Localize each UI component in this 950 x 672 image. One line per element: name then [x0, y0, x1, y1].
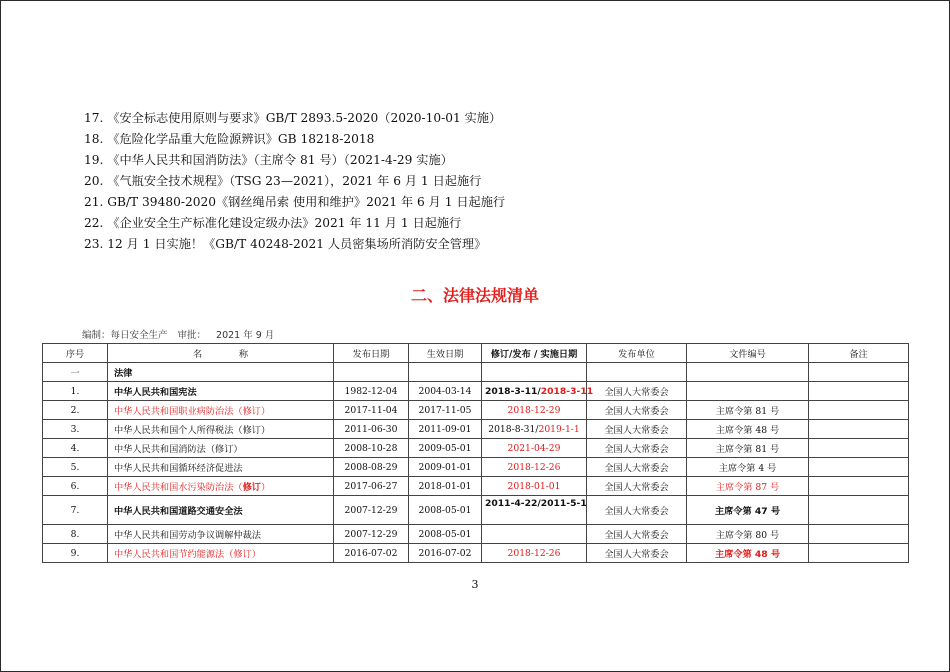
row-publish: 2008-08-29: [334, 458, 409, 477]
row-doc: 主席令第 80 号: [687, 525, 809, 544]
row-revised: [482, 525, 587, 544]
row-seq: 8.: [43, 525, 108, 544]
header-effective: 生效日期: [409, 344, 482, 363]
row-unit: 全国人大常委会: [587, 525, 687, 544]
row-revised: 2018-12-26: [482, 458, 587, 477]
row-publish: 2011-06-30: [334, 420, 409, 439]
row-publish: 2017-11-04: [334, 401, 409, 420]
row-revised: 2018-01-01: [482, 477, 587, 496]
row-unit: 全国人大常委会: [587, 477, 687, 496]
list-item: 18. 《危险化学品重大危险源辨识》GB 18218-2018: [84, 132, 375, 146]
header-doc: 文件编号: [687, 344, 809, 363]
row-note: [809, 420, 909, 439]
row-effective: 2009-01-01: [409, 458, 482, 477]
row-note: [809, 496, 909, 525]
list-item: 21. GB/T 39480-2020《钢丝绳吊索 使用和维护》2021 年 6 月 1 日起施行: [84, 195, 506, 209]
row-note: [809, 401, 909, 420]
header-note: 备注: [809, 344, 909, 363]
row-publish: 1982-12-04: [334, 382, 409, 401]
header-unit: 发布单位: [587, 344, 687, 363]
row-seq: 4.: [43, 439, 108, 458]
row-note: [809, 525, 909, 544]
standards-list: [84, 108, 505, 255]
row-doc: 主席令第 48 号: [687, 420, 809, 439]
section-title: 二、法律法规清单: [410, 286, 539, 305]
list-item: 19. 《中华人民共和国消防法》（主席令 81 号）（2021-4-29 实施）: [84, 153, 453, 167]
document-meta: [82, 327, 284, 341]
row-doc: 主席令第 4 号: [687, 458, 809, 477]
header-revised: 修订/发布 / 实施日期: [482, 344, 587, 363]
row-name: 中华人民共和国节约能源法（修订）: [108, 544, 334, 563]
review-label: 审批：: [177, 330, 207, 341]
list-item: 20. 《气瓶安全技术规程》（TSG 23—2021），2021 年 6 月 1 日起施行: [84, 174, 482, 188]
table-row: [43, 382, 909, 401]
row-name: 中华人民共和国道路交通安全法: [108, 496, 334, 525]
row-doc: 主席令第 47 号: [687, 496, 809, 525]
row-effective: 2008-05-01: [409, 496, 482, 525]
row-publish: 2007-12-29: [334, 525, 409, 544]
row-name: 中华人民共和国循环经济促进法: [108, 458, 334, 477]
header-seq: 序号: [43, 344, 108, 363]
header-name: 名 称: [108, 344, 334, 363]
header-publish: 发布日期: [334, 344, 409, 363]
row-seq: 2.: [43, 401, 108, 420]
row-effective: 2016-07-02: [409, 544, 482, 563]
row-note: [809, 458, 909, 477]
row-publish: 2008-10-28: [334, 439, 409, 458]
row-unit: 全国人大常委会: [587, 401, 687, 420]
row-seq: 3.: [43, 420, 108, 439]
table-row: [43, 458, 909, 477]
table-row: [43, 439, 909, 458]
row-unit: 全国人大常委会: [587, 544, 687, 563]
row-note: [809, 544, 909, 563]
editor-label: 编制：每日安全生产: [82, 330, 168, 341]
row-name: 中华人民共和国宪法: [108, 382, 334, 401]
group-name: 法律: [108, 363, 334, 382]
row-unit: 全国人大常委会: [587, 496, 687, 525]
row-effective: 2018-01-01: [409, 477, 482, 496]
table-header-row: [43, 344, 909, 363]
table-group-row: [43, 363, 909, 382]
row-effective: 2017-11-05: [409, 401, 482, 420]
row-doc: 主席令第 87 号: [687, 477, 809, 496]
row-seq: 7.: [43, 496, 108, 525]
row-seq: 5.: [43, 458, 108, 477]
row-seq: 9.: [43, 544, 108, 563]
row-doc: 主席令第 81 号: [687, 401, 809, 420]
row-note: [809, 439, 909, 458]
row-name: 中华人民共和国劳动争议调解仲裁法: [108, 525, 334, 544]
row-note: [809, 382, 909, 401]
list-item: 23. 12 月 1 日实施！《GB/T 40248-2021 人员密集场所消防安全管理》: [84, 237, 487, 251]
row-unit: 全国人大常委会: [587, 458, 687, 477]
table-row: [43, 477, 909, 496]
row-publish: 2017-06-27: [334, 477, 409, 496]
row-revised: 2018-12-29: [482, 401, 587, 420]
date-label: 2021 年 9 月: [216, 330, 275, 341]
table-row: [43, 401, 909, 420]
row-revised: 2018-8-31/2019-1-1: [482, 420, 587, 439]
table-row: [43, 496, 909, 525]
row-note: [809, 477, 909, 496]
row-unit: 全国人大常委会: [587, 439, 687, 458]
row-effective: 2008-05-01: [409, 525, 482, 544]
laws-table: [42, 343, 909, 563]
row-name: 中华人民共和国职业病防治法（修订）: [108, 401, 334, 420]
table-row: [43, 420, 909, 439]
row-effective: 2009-05-01: [409, 439, 482, 458]
row-revised: 2018-3-11/2018-3-11: [482, 382, 587, 401]
row-unit: 全国人大常委会: [587, 420, 687, 439]
row-revised: 2018-12-26: [482, 544, 587, 563]
row-unit: 全国人大常委会: [587, 382, 687, 401]
row-doc: 主席令第 48 号: [687, 544, 809, 563]
row-name: 中华人民共和国水污染防治法（修订）: [108, 477, 334, 496]
row-name: 中华人民共和国消防法（修订）: [108, 439, 334, 458]
row-doc: 主席令第 81 号: [687, 439, 809, 458]
row-seq: 6.: [43, 477, 108, 496]
row-name: 中华人民共和国个人所得税法（修订）: [108, 420, 334, 439]
row-publish: 2016-07-02: [334, 544, 409, 563]
table-row: [43, 544, 909, 563]
group-seq: 一: [43, 363, 108, 382]
row-effective: 2004-03-14: [409, 382, 482, 401]
row-seq: 1.: [43, 382, 108, 401]
list-item: 22. 《企业安全生产标准化建设定级办法》2021 年 11 月 1 日起施行: [84, 216, 462, 230]
row-doc: [687, 382, 809, 401]
list-item: 17. 《安全标志使用原则与要求》GB/T 2893.5-2020（2020-10-01 实施）: [84, 111, 502, 125]
page-number: 3: [471, 578, 479, 591]
row-effective: 2011-09-01: [409, 420, 482, 439]
table-row: [43, 525, 909, 544]
row-publish: 2007-12-29: [334, 496, 409, 525]
row-revised: 2011-4-22/2011-5-1: [482, 496, 587, 525]
row-revised: 2021-04-29: [482, 439, 587, 458]
